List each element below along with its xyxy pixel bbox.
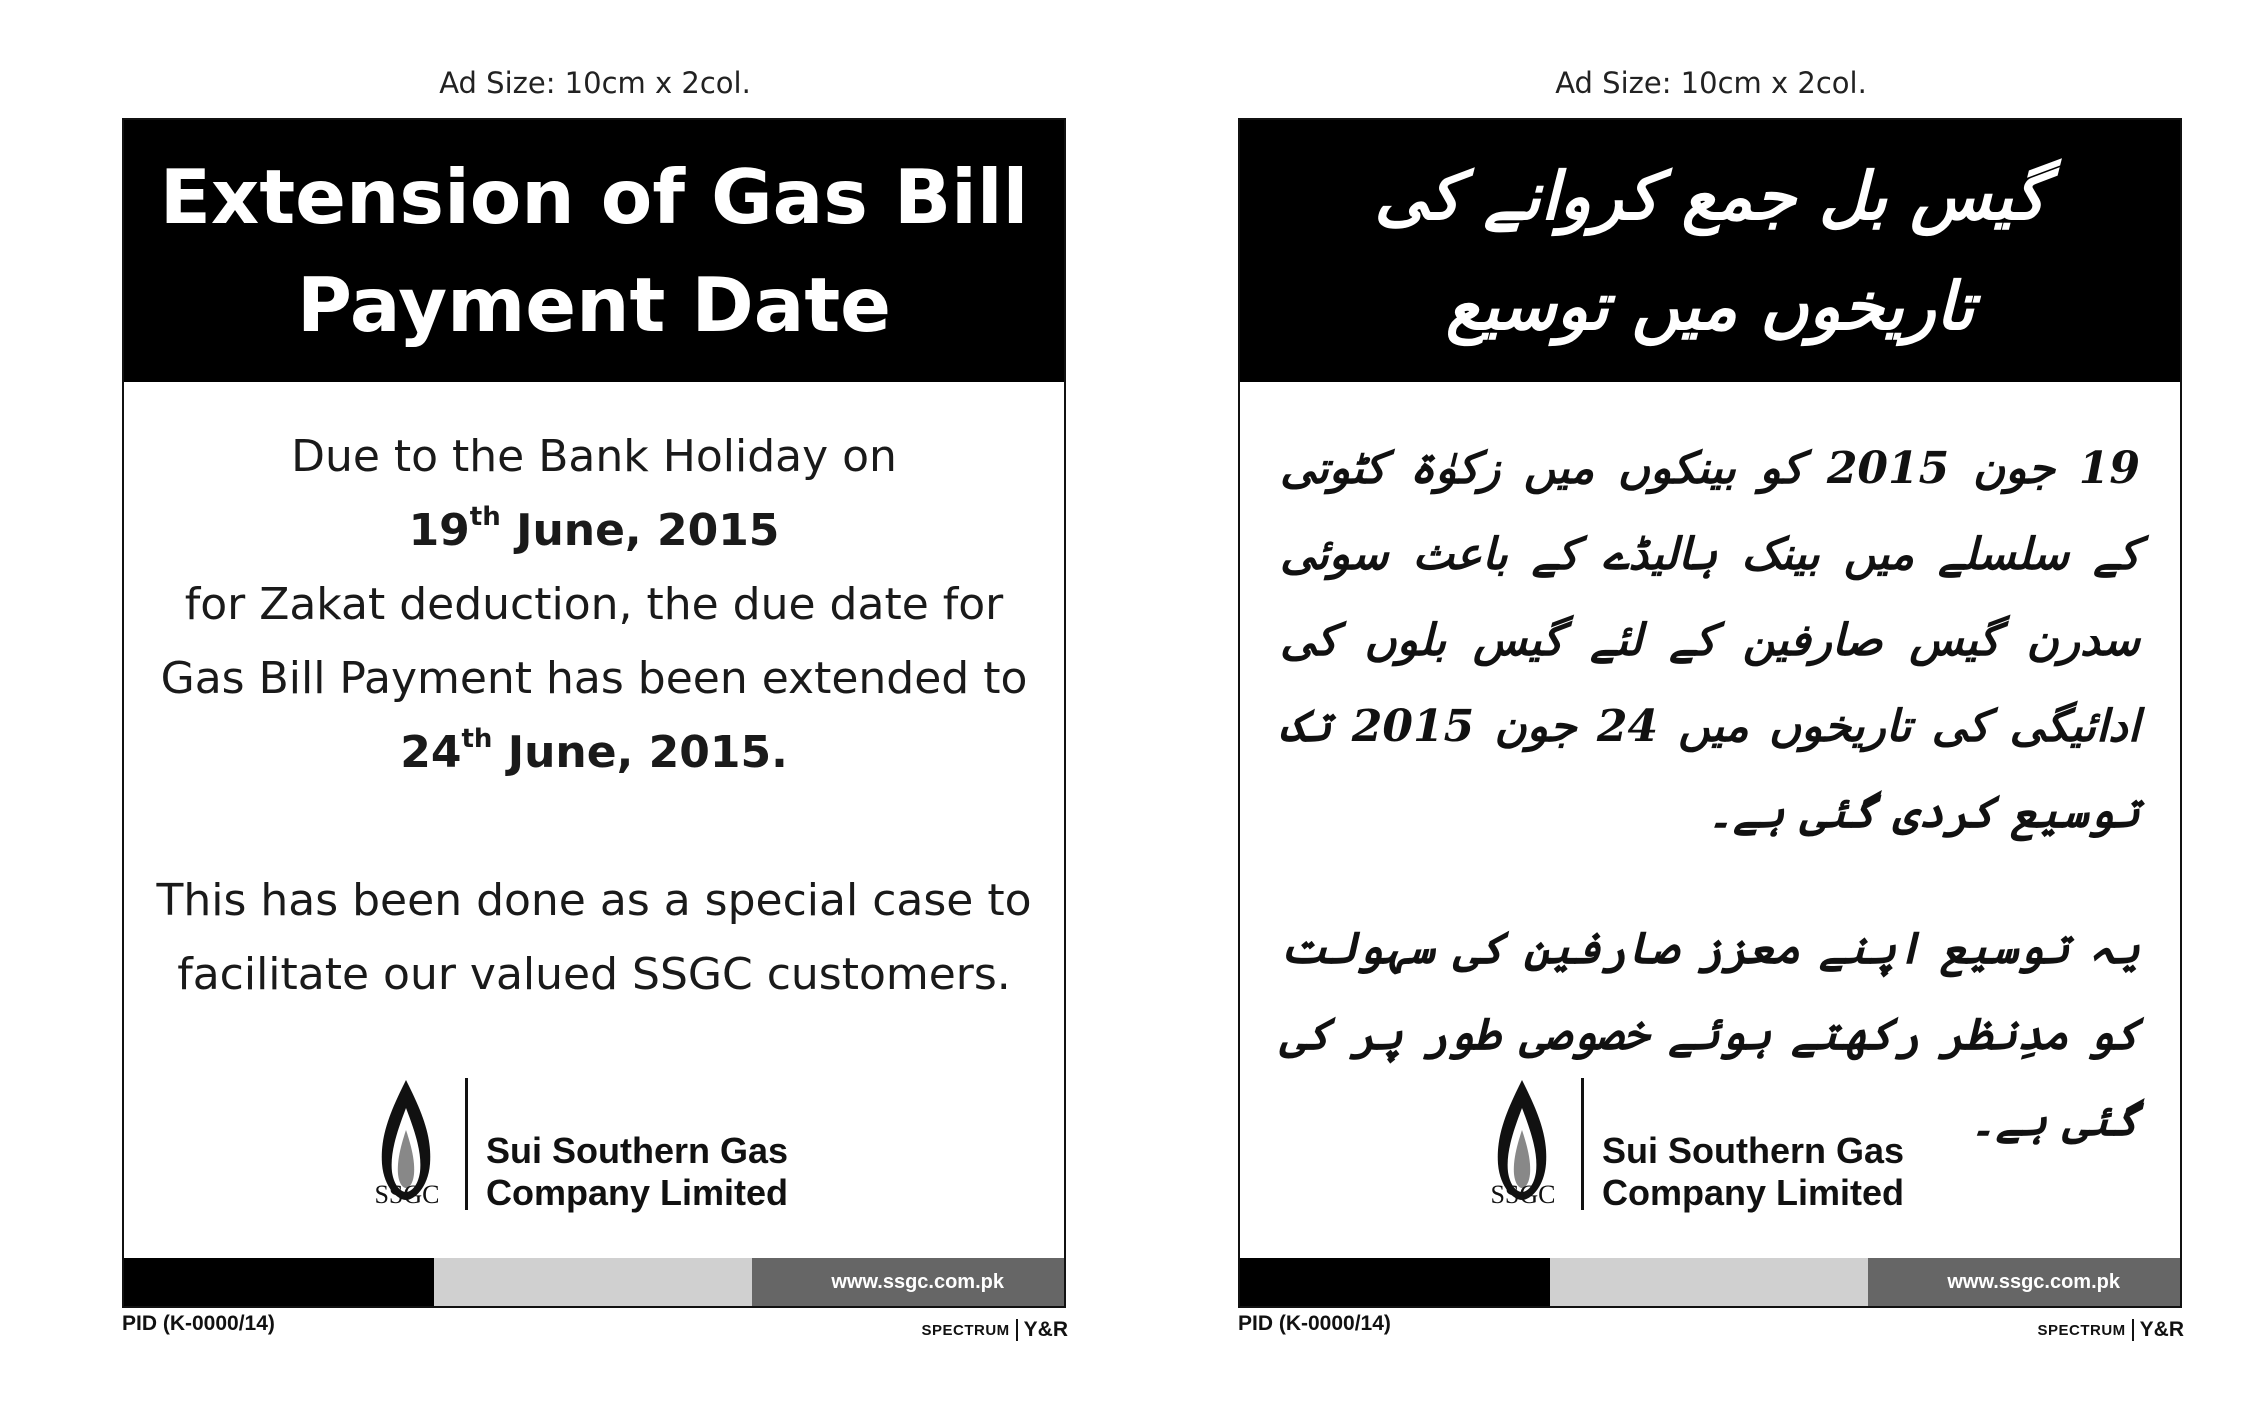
date-rest: June, 2015 [500, 505, 780, 556]
company-name [486, 1130, 788, 1214]
footer-strip [124, 1258, 1064, 1306]
notice-body [1280, 426, 2140, 1164]
ad-heading [124, 120, 1064, 382]
ssgc-logo [1478, 1078, 1938, 1228]
agency-spectrum: SPECTRUM [2037, 1321, 2126, 1339]
body-date-line [124, 716, 1064, 790]
ad-heading [1240, 120, 2180, 382]
website-link[interactable]: www.ssgc.com.pk [752, 1258, 1064, 1306]
date-day: 24 [400, 727, 462, 778]
body-line: Due to the Bank Holiday on [291, 431, 897, 482]
ssgc-logo [362, 1078, 822, 1228]
strip-black [1240, 1258, 1550, 1306]
agency-credit [2037, 1318, 2184, 1342]
body-paragraph-1: 19 جون 2015 کو بینکوں میں زکوٰۃ کٹوتی کے سلسلے میں بینک ہالیڈے کے باعث سوئی سدرن گیس صارفین کے لئے گیس بلوں کی ادائیگی کی تاریخوں میں 24 جون 2015 تک توسیع کردی گئی ہے۔ [1280, 443, 2140, 838]
body-line: facilitate our valued SSGC customers. [177, 949, 1011, 1000]
body-line: This has been done as a special case to [156, 875, 1032, 926]
strip-black [124, 1258, 434, 1306]
company-name-line-1: Sui Southern Gas [486, 1130, 789, 1171]
company-name-line-2: Company Limited [486, 1172, 789, 1213]
logo-abbreviation: SSGC [374, 1180, 440, 1209]
pid-code: PID (K-0000/14) [122, 1312, 275, 1335]
date-rest: June, 2015. [492, 727, 788, 778]
ad-frame [1238, 118, 2182, 1308]
ad-size-label: Ad Size: 10cm x 2col. [439, 66, 751, 100]
body-date-line [124, 494, 1064, 568]
agency-divider [2132, 1319, 2134, 1341]
body-line: Gas Bill Payment has been extended to [160, 653, 1028, 704]
website-link[interactable]: www.ssgc.com.pk [1868, 1258, 2180, 1306]
agency-yr: Y&R [2139, 1318, 2184, 1341]
strip-gray [1550, 1258, 1868, 1306]
date-suffix: th [461, 724, 493, 755]
ad-size-label: Ad Size: 10cm x 2col. [1555, 66, 1867, 100]
strip-gray [434, 1258, 752, 1306]
agency-yr: Y&R [1023, 1318, 1068, 1341]
footer-strip [1240, 1258, 2180, 1306]
pid-code: PID (K-0000/14) [1238, 1312, 1391, 1335]
ad-frame [122, 118, 1066, 1308]
logo-divider [1581, 1078, 1584, 1210]
company-name-line-1: Sui Southern Gas [1602, 1130, 1905, 1171]
english-ad [122, 0, 1068, 1414]
heading-line-1: گیس بل جمع کروانے کی [1374, 157, 2046, 235]
company-name-line-2: Company Limited [1602, 1172, 1905, 1213]
notice-body [124, 420, 1064, 1012]
logo-abbreviation: SSGC [1490, 1180, 1556, 1209]
logo-divider [465, 1078, 468, 1210]
company-name [1602, 1130, 1904, 1214]
agency-spectrum: SPECTRUM [921, 1321, 1010, 1339]
urdu-ad [1238, 0, 2184, 1414]
agency-divider [1016, 1319, 1018, 1341]
heading-line-2: تاریخوں میں توسیع [1445, 267, 1975, 345]
date-suffix: th [469, 502, 501, 533]
body-line: for Zakat deduction, the due date for [184, 579, 1004, 630]
body-paragraph-2: یہ توسیع اپنے معزز صارفین کی سہولت کو مدِنظر رکھتے ہوئے خصوصی طور پر کی گئی ہے۔ [1280, 923, 2140, 1146]
date-day: 19 [408, 505, 470, 556]
heading-line-2: Payment Date [296, 261, 892, 349]
agency-credit [921, 1318, 1068, 1342]
heading-line-1: Extension of Gas Bill [159, 153, 1029, 241]
